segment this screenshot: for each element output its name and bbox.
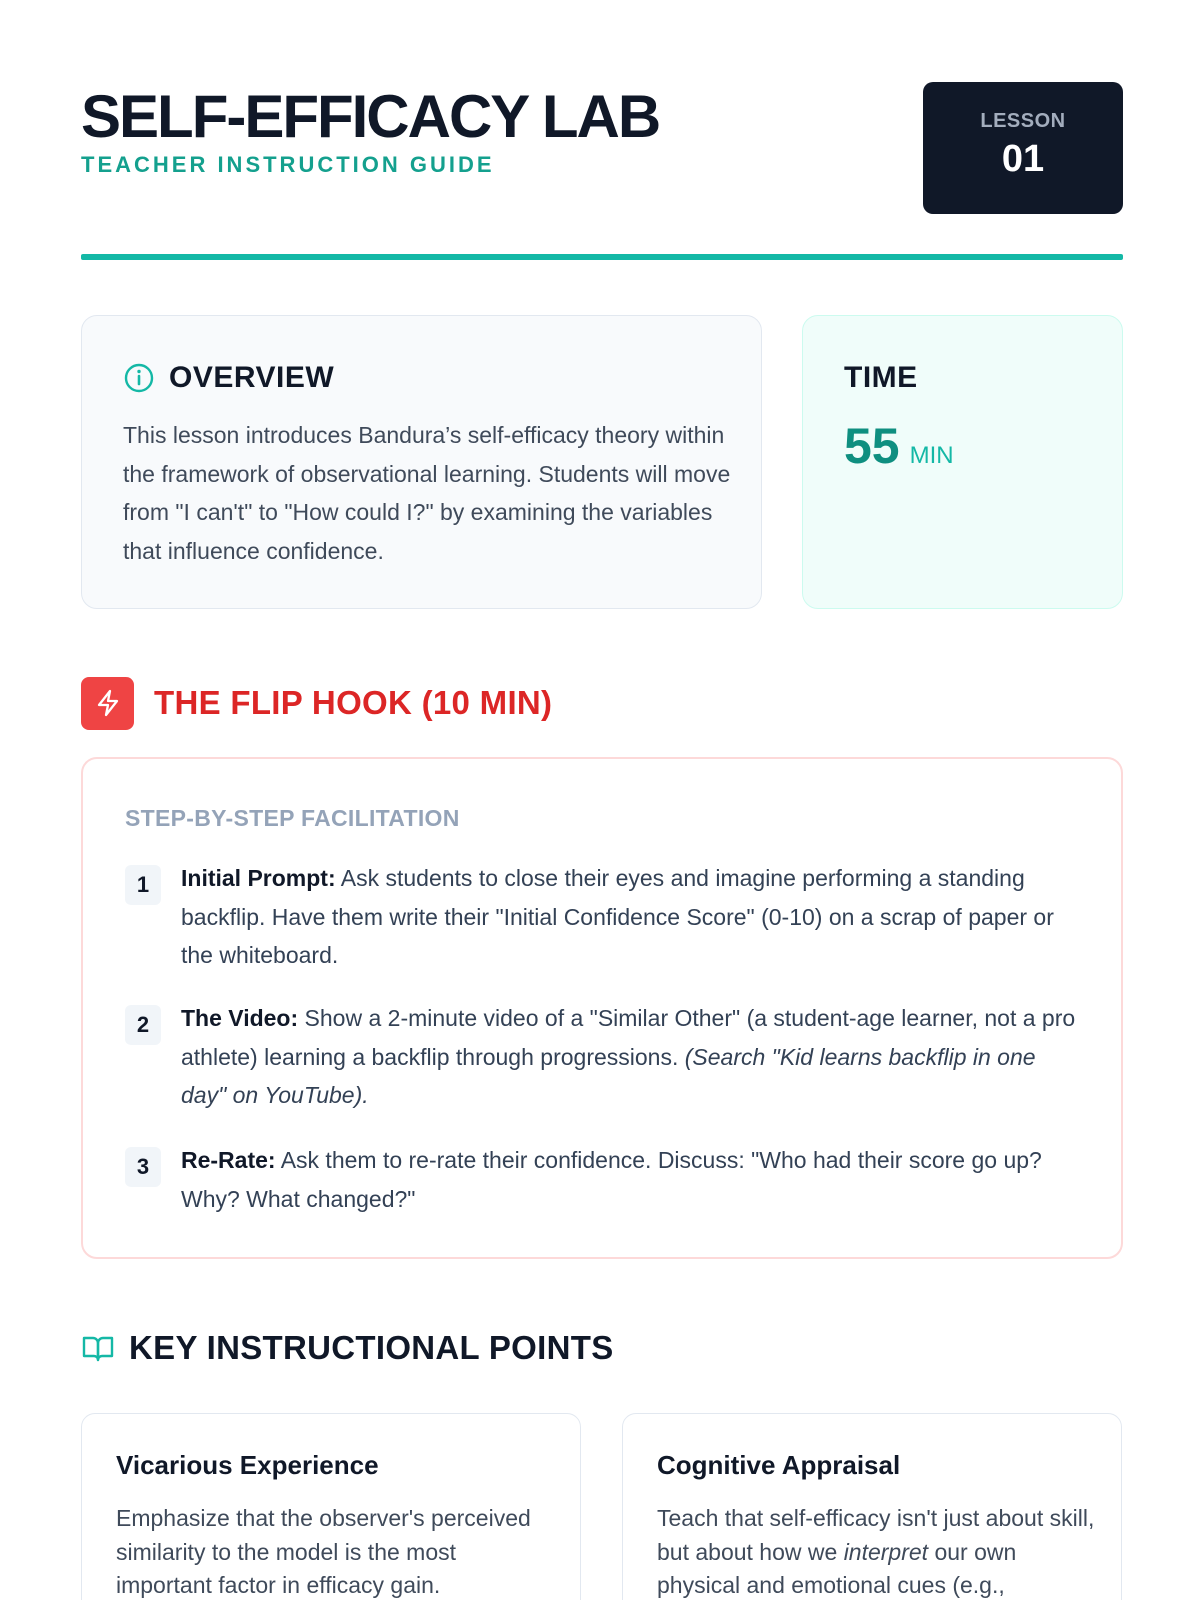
flip-hook-title: THE FLIP HOOK (10 MIN): [154, 684, 553, 721]
info-circle-icon: [123, 362, 155, 394]
key-point-body: Emphasize that the observer's perceived similarity to the model is the most important factor in efficacy gain.: [116, 1505, 531, 1598]
time-unit: MIN: [909, 442, 954, 469]
key-point-title: Cognitive Appraisal: [657, 1450, 901, 1480]
key-point-text: [657, 1502, 1097, 1600]
step-lead: Re-Rate:: [181, 1147, 276, 1173]
step-text: [181, 999, 1086, 1115]
key-point-text: [116, 1502, 556, 1600]
page-header: [81, 82, 1123, 214]
step-body: Show a 2-minute video of a "Similar Other" (a student-age learner, not a pro athlete) learning a backflip through progressions.: [181, 1005, 1076, 1070]
lesson-number: 01: [1001, 138, 1045, 180]
step-note: (Search "Kid learns backflip in one day" on YouTube).: [181, 1043, 1036, 1108]
step-lead: Initial Prompt:: [181, 865, 336, 891]
step-item: [125, 859, 1085, 979]
key-point-emphasis: interpret: [843, 1538, 929, 1565]
step-text: [181, 1141, 1086, 1218]
step-item: [125, 999, 1085, 1119]
key-points-title: KEY INSTRUCTIONAL POINTS: [129, 1329, 614, 1366]
key-point-body: Teach that self-efficacy isn't just about skill, but about how we: [657, 1505, 1095, 1565]
time-title: TIME: [844, 361, 918, 394]
key-point-card: [81, 1413, 581, 1600]
time-number: 55: [844, 418, 900, 474]
flip-hook-heading: [81, 676, 552, 730]
key-points-heading: [81, 1325, 614, 1371]
lesson-label: LESSON: [980, 110, 1066, 132]
overview-text: This lesson introduces Bandura’s self-efficacy theory within the framework of observational learning. Students will move from "I can't" to "How could I?" by examining the variables that influence confidence.: [123, 422, 731, 564]
facilitation-label: STEP-BY-STEP FACILITATION: [125, 805, 460, 831]
step-lead: The Video:: [181, 1005, 299, 1031]
step-body: Ask them to re-rate their confidence. Discuss: "Who had their score go up? Why? What changed?": [181, 1147, 1042, 1212]
lightning-bolt-icon: [93, 688, 123, 718]
key-point-body-end: our own physical and emotional cues (e.g.,: [657, 1538, 1017, 1598]
step-number: 1: [125, 865, 161, 905]
step-number: 3: [125, 1147, 161, 1187]
page-title: SELF-EFFICACY LAB: [81, 83, 660, 150]
lesson-badge: [923, 82, 1123, 214]
key-point-title: Vicarious Experience: [116, 1450, 379, 1480]
open-book-icon: [81, 1331, 115, 1365]
overview-title: OVERVIEW: [169, 361, 335, 394]
hook-icon-badge: [81, 677, 134, 730]
header-divider: [81, 254, 1123, 260]
overview-card: [81, 315, 762, 609]
step-text: [181, 859, 1086, 975]
step-body: Ask students to close their eyes and imagine performing a standing backflip. Have them write their "Initial Confidence Score" (0-10) on a scrap of paper or the whiteboard.: [181, 865, 1054, 968]
time-value: [844, 416, 954, 476]
step-number: 2: [125, 1005, 161, 1045]
overview-heading: [123, 360, 334, 396]
facilitation-card: [81, 757, 1123, 1259]
step-item: [125, 1141, 1085, 1231]
key-point-card: [622, 1413, 1122, 1600]
page-subtitle: TEACHER INSTRUCTION GUIDE: [81, 152, 495, 177]
time-card: [802, 315, 1123, 609]
